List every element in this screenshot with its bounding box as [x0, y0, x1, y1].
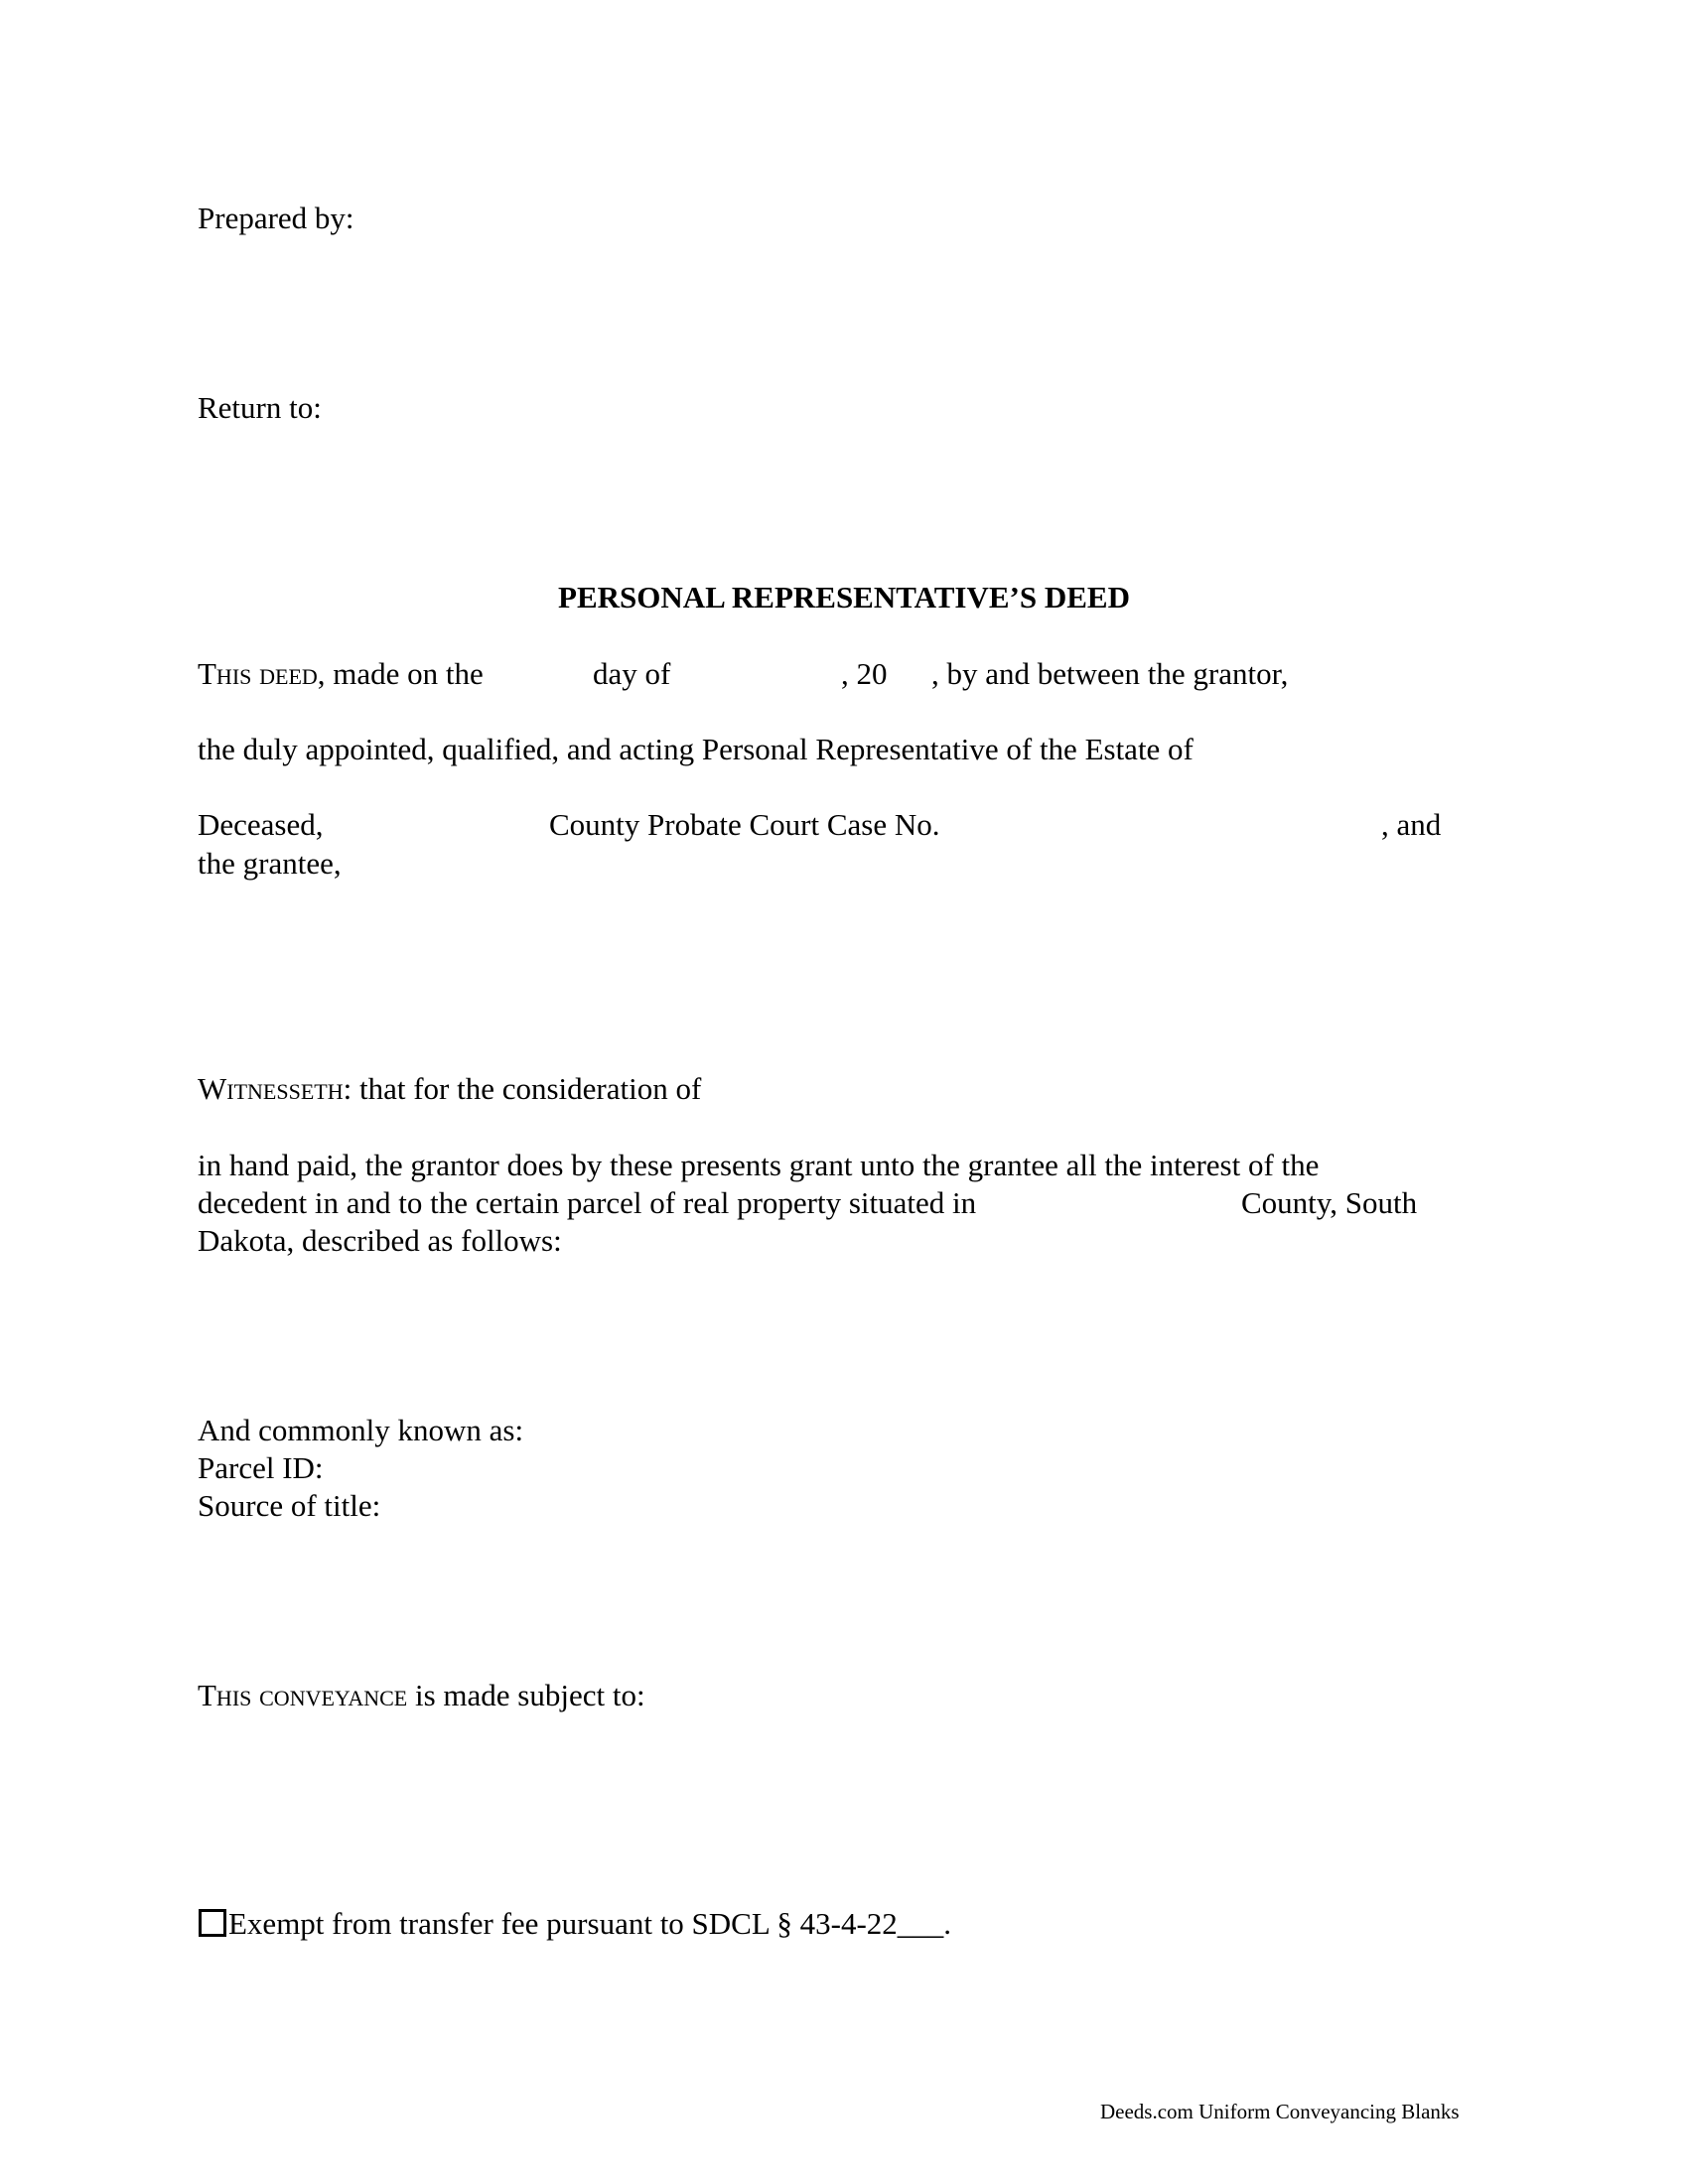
return-to-label: Return to: [198, 390, 322, 425]
witnesseth-line [198, 1070, 701, 1108]
prepared-by-label: Prepared by: [198, 201, 354, 235]
this-conveyance-label: This conveyance [198, 1678, 408, 1712]
parcel-id-label: Parcel ID: [198, 1450, 324, 1485]
this-deed-label: This deed [198, 656, 318, 691]
witnesseth-text: : that for the consideration of [343, 1071, 702, 1106]
grant-line-2a: decedent in and to the certain parcel of real property situated in [198, 1185, 977, 1220]
grant-line-1: in hand paid, the grantor does by these presents grant unto the grantee all the interest of the [198, 1148, 1320, 1182]
day-of-text: day of [593, 656, 671, 691]
page-title: PERSONAL REPRESENTATIVE’S DEED [558, 580, 1130, 614]
between-grantor-text: , by and between the grantor, [931, 656, 1289, 691]
intro-line-1 [198, 655, 484, 693]
footer-text: Deeds.com Uniform Conveyancing Blanks [1100, 2100, 1460, 2123]
year-prefix-text: , 20 [841, 656, 888, 691]
and-text: , and [1381, 807, 1442, 842]
commonly-known-label: And commonly known as: [198, 1413, 524, 1447]
grant-line-2b: County, South [1241, 1185, 1418, 1220]
made-on-the-text: , made on the [317, 656, 484, 691]
conveyance-text: is made subject to: [407, 1678, 645, 1712]
duly-appointed-text: the duly appointed, qualified, and acting Personal Representative of the Estate of [198, 732, 1194, 766]
conveyance-line [198, 1677, 645, 1714]
witnesseth-label: Witnesseth [198, 1071, 344, 1106]
source-of-title-label: Source of title: [198, 1488, 381, 1523]
grant-line-3: Dakota, described as follows: [198, 1223, 562, 1258]
county-probate-text: County Probate Court Case No. [549, 807, 940, 842]
exempt-checkbox[interactable] [199, 1909, 226, 1937]
the-grantee-text: the grantee, [198, 846, 342, 881]
deceased-text: Deceased, [198, 807, 324, 842]
exempt-text: Exempt from transfer fee pursuant to SDCL § 43-4-22___. [228, 1906, 952, 1941]
